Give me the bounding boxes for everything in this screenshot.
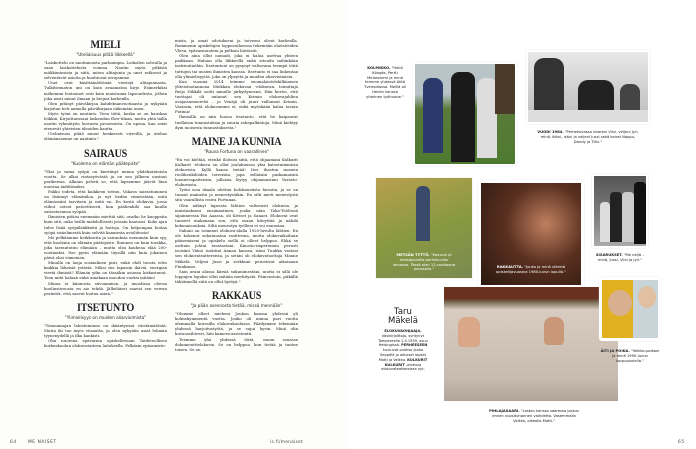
- caption-pihlajasaari: PIHLAJASAARI. "Lasten kanssa saaressa joskus ennen vuosituhannen vaihdetta. Vasemmalla Veikko, oikealla Matti.": [489, 409, 579, 423]
- right-page: [348, 0, 696, 449]
- section-subtitle: "Ja pään asennosta tietää, missä mennään": [190, 303, 283, 309]
- caption-sisarukset: SISARUKSET. "Me neljä – minä, Jussi, Viivi ja Jyri.": [595, 253, 645, 262]
- section-subtitle: "Rouva Fortuna on vaarallinen": [203, 148, 270, 154]
- bio-name: Taru Mäkelä: [388, 307, 418, 326]
- page-number-left: 64: [10, 440, 17, 445]
- caption-rakkautta: RAKKAUTTA. "Jouko ja minä viileinä opiskelijavuosina 1980-luvun lopulla.": [496, 265, 566, 274]
- bio-box: [376, 308, 430, 372]
- caption-kolmikko: KOLMIKKO. "Heidi Köngäs, Pertti Melasniemi ja minä teimme yhdessä töitä Tveirodiossa. Meillä oli Heidin kanssa yhteinen työhuone.": [364, 66, 406, 99]
- paragraph: Kun vuonna 2014 teimme suomalaistelekilkiiaisen yhteistuotannona Miekkan elokuvan -elokuvan, toimittaja Reijo Nikkilä soitti minulle järkyttyneenä. Hän kertoi, että tuottajat oli antanut sen Krimin elokuvajuhlien avajaisnemorelei – ja Venäjä oli juuri vallannut Krimin. Vastasin, että elokuvamme ei, enkä myöskään halua tavata Putinia!: [175, 78, 298, 115]
- paragraph: mista, ja omat odotukseni ja toiveeni olivat korkealla. Rammenin opiskelujen loppuvaiheessa tekemään ohetsiviiden Vleen, epävarmuuteni ja pelkoni häviävät.: [175, 38, 298, 54]
- photo-kolmikko: [413, 62, 517, 166]
- section-heading: MIELI: [90, 37, 121, 51]
- paragraph: Ihmisten pitäisi enemmän miettiä sitä, ovatko he kuoppaita kuin sitä, onko heillä mahdollisesti jossain haavaisi. Koko ajan tulee lisää syöpälääkkeitä ja hoitoja. On helpompaa hoitaa syöpä sisäelimestä kuin selvitä kaamesta avioliitosta!: [44, 214, 167, 235]
- paragraph: Työni isoa skaala ulottuu holokaustista farssiin, ja se on tuonut maineita ja menestystäkin. En silti mieti menestystä sitä vaarallista rouva Fortunaa.: [175, 187, 298, 203]
- paragraph: Olin nuorena epävarma opiskellessani Taideteollisen korkeakoulun elokuvataiteen laitoksella. Pelkäsin epäonnistu-: [44, 338, 167, 349]
- section-heading: MAINE JA KUNNIA: [191, 133, 282, 148]
- paragraph: "Olemme olleet mieheni Joukon kanssa yhdessä yli kolmekymmentä vuotta. Jouko oli minua pari vuotta alemmalla kurssilla elokuvakoulussa. Päädyimme tekemään yhdessä harjoitustyötä, ja se sujui hyvin. Minä olin kuvaussihteeri, hän kamera-assistentti.: [175, 311, 298, 337]
- paragraph: Uteliaisuus pitää minut henkisesti virreillä, ja utelias elämänasenne on nautinto.": [44, 131, 167, 142]
- paragraph: Sain urani alussa kärsiä sukunimestäni, mutta ei sillä ole loppujen lopuksi ollut mitään merkitystä. Päinvastoin, pitkällä tähtäimellä siitä on ollut hyötyä.": [175, 268, 298, 284]
- section-heading: ITSETUNTO: [76, 299, 135, 314]
- magazine-name: ME NAISET: [28, 440, 57, 445]
- photo-family-1964: [526, 50, 650, 124]
- paragraph: "Tomuamajan lahistuminen on ikääntyessä väistämätöntä. Mutta iki tuo myös viisautta, ja olen nykyään asiat lehmän tyynenydellä ja ilka kankisti.: [44, 322, 167, 339]
- section-subtitle: "Kuolema on elämän päätepiste": [70, 160, 141, 166]
- paragraph: Ihmisillä on niin huono itsetunto, että he kaipaavat tuollaisia tunnustuksia ja suuria rahapalkintoja. Minä kiehtyy dyin moisesta tunnustuksesta.": [175, 114, 298, 130]
- section-subtitle: "Ylimielisyys on muiden aliarvioimista": [64, 314, 147, 320]
- paragraph: Unet ovat käsittämättömiä viestejä alitajunnasta. Tulkitsematon uni on kuin avaamaton kirje. Esimerkiksi mökemmi lentounet ovat kuin muistumia lapsuudesta, jolloin joka nosti minut ilmaan ja heijasi korkealla.: [44, 80, 167, 101]
- photo-sisarukset: [592, 174, 648, 248]
- paragraph: "Yksi ja sama syöpä on kiertänyt minua yhdeksäntoista vuotta. Se alkoi rintasyövästä ja on sen jälkeen uusinut parikertaa. Alkuun pelotti se, että lapsemme jäävät liian nuorina äidittömiksi.: [44, 168, 167, 189]
- caption-vuodi-1964: VUODI 1964. "Perhekuvassa sisareni Viivi, veljeni Jyri, minä, äitini, isäni ja veljeni Jussi sekä koirat Nappu, Dandy ja Tiltu.": [537, 130, 639, 144]
- section-heading: RAKKAUS: [211, 288, 262, 303]
- paragraph: Minulla on laaja sosiaalinen piiri, enkä ehdi tavata edes kaikkia läheisiä ystäviä. Miksi siis tapaisin ikäviä, energiaa vieviä ihmisiä? Elämän ydin on tässäkin asiassa kirkastunut. Teen mitä haluan enkä ainakaan muodon vuoksi mitään!: [44, 260, 167, 281]
- photo-metsan-tytto: [376, 178, 472, 278]
- photo-aiti-ja-poika: [599, 277, 661, 341]
- magazine-url: is.fi/menaiset: [270, 440, 304, 445]
- paragraph: Olen nähnyt lapsesta lähtien valtavasti elokuvia, ja muistaakseni ensimmäinen, jonka näin Taka-Töölössä sijainneessa Bio Aaassa, oli Kiviset ja Sanaet. Elokuvat ovat tuoneet mukanaan sen, että osaan kiteyttää ja nähdä kokonaisuuksia. Siltä menestyn työlleni ei voi ennustaa.: [175, 202, 298, 228]
- column-1: [44, 38, 167, 348]
- photo-pihlajasaari: [444, 287, 618, 401]
- bio-text: ELOKUVAOHJAAJA, käsikirjoittaja, syntynyt Tampereella 1.4.1959, asuu Helsingissä. PERHEESEEN kuuluvat puoliso Jouko Seppälä ja aikuiset lapset Matti ja Veikko. KULKURIT KULKURIT -elokuva elokuvateattereissa nyt.: [378, 329, 428, 372]
- paragraph: Me pelkäämme heikkoutta ja sairauksia enemmän kuin syy, että kuolema on elämän päätepiste. Ihminen on kuin torakka, joka tarraututuu elämään – mutta olisi kauheaa elää 200-vuotiaaksi. Itse pyrin elämään täysillä niin kuin jokainen päivä olisi viimeinen.: [44, 234, 167, 261]
- column-2: [175, 38, 298, 352]
- paragraph: Teemme yhä yhdessä töitä, muun muassa dokumenttielokuvia. Se on helppoa, kun tietää ja tuntee toisen. Se on: [175, 336, 298, 352]
- paragraph: "En voi kieltää, etenkö iloitsisi siitä, että ohjaamani Kulkurit Kulkurit -elokuva on ollut joulukuussa yksi katsotuimmista elokuvista. Kyllä kansa tietää! Itse ihastun monien roolihenkilöiden toiveisiin, jopa sellaisiin paskamaisiin luonnevapaiteisiin, jollaisia löytyy ohjaamastani Varasto-elokuvasta.: [175, 156, 298, 188]
- page-number-right: 65: [678, 440, 685, 445]
- paragraph: Pakko todeta, että kaikkeen tottuu. Vakava sairastuminen on lisännyt elämäniloa, ja nyt tiedän viimeistään, mitä elämässäni tarvitsen ja mitä en. En kestä elokuvia, jossa viihut soivat patoettisesti, kun päähenkilö saa kuulla sairastavansa syöpää.: [44, 188, 167, 215]
- paragraph: "Laiskottelu on nautinnoista parhaimpia. Loikoilen sohvalla ja saan laiskottelusta voimaa. Nautin myös pitkistä mökkimiesista ja siitä, miten alitajunta ja unet ratkovat ja selventävät asioita ja huuhtovat aivojamme.: [44, 60, 167, 81]
- caption-metsan-tytto: METSÄN TYTTÖ. "Kasvoin pi metsäpoluilla perhekuvien lomassa. Tässä olen 12-vuotiaana paussalla.": [392, 253, 456, 272]
- paragraph: Olen pitänyt päiväkirjaa kahdeksanvuotiaasta ja nykyään kirjoitan heti aamulla päiväkirjaan näkemäni unen.: [44, 100, 167, 111]
- paragraph: Olen aina ollut nomadi, joka ei halua asettua yhteen paikkaan. Haluan olla liikkeellä enkä sitoudu mihinkään instituutioihin. Itsetuntoni on pysynyt valtavana teempä töitä tuttujen tai uusien ihmisten kanssa. Itsetunto ei saa liukentaa olla ylimielisyyttä, joka on ylpeyttä ja muiden aliarvioimista.: [175, 53, 298, 79]
- photo-rakkautta: [478, 180, 584, 288]
- caption-aiti-ja-poika: ÄITI JA POIKA. "Veikko-poikani ja minä 1990-luvun loppupuolella.": [600, 349, 660, 363]
- section-heading: SAIRAUS: [83, 145, 128, 160]
- paragraph: Myös työni on nautinto. Teen töitä, koska se on hauskaa leikkiä. Kirjoittaessani laskeudun flow-tilaan, mutta yhtä lailla nautin ryhmätyön luovasta prosessista. On upeaa, kun asiat etenevät yhteisten ideoiden kautta.: [44, 110, 167, 132]
- section-subtitle: "Uteliaisuus pitää liikkeellä": [76, 52, 135, 57]
- paragraph: Minua ei kiinnosta siivoaminen, ja muodissa olevaa kuolinsiivousta en aio tehdä. Jälkeläiset saavat sen verran perintöä, että saavat hoitaa asian.": [44, 280, 167, 296]
- paragraph: Sukuni on toiminut elokuva-alalla 1920-luvulta lähtien. En ole kokenut sukutaustaa rasitteena, mutta elokuvaikoiluun pääsemiseni ja opiskelu siellä ei olleet helppoa. Ehkä se osittain johtui taustastani. Kinosto-imperiumin perusti isoisäni Väinö isoäitini Annan kanssa, isäni Tuukka vastasi sen elokuvateattereista, ja setäni oli elokuvatuottaja Manne Mäkelä. Veljeni Jussi ja serkkuni perustivat aikoinaan Finnkinon.: [175, 228, 298, 269]
